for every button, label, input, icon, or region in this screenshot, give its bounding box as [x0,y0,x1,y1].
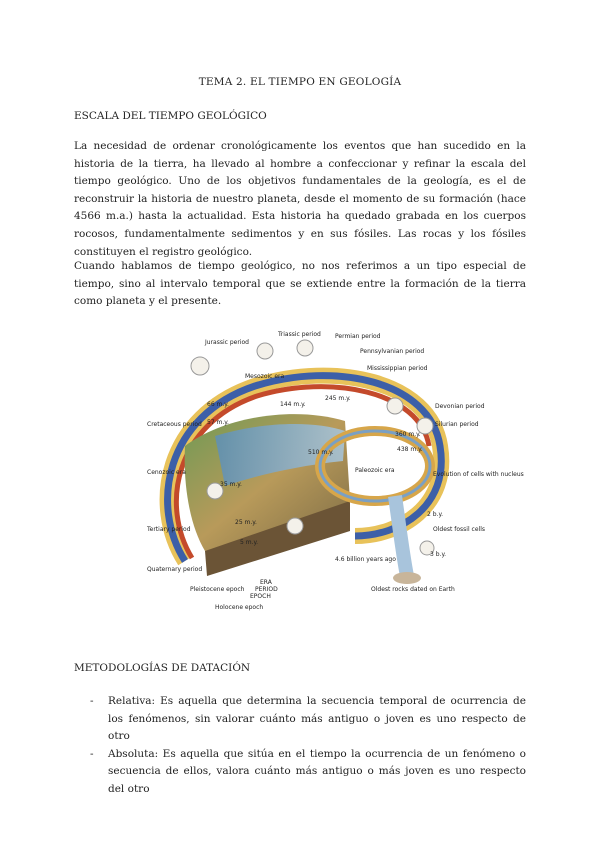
label-ma-510: 510 m.y. [308,449,334,456]
list-bullet: - [90,747,94,760]
section-heading-dating-methods: METODOLOGÍAS DE DATACIÓN [74,662,251,674]
list-bullet: - [90,695,94,707]
label-era: ERA [260,579,272,586]
label-permian: Permian period [335,333,381,340]
label-tertiary: Tertiary period [147,526,191,533]
label-cretaceous: Cretaceous period [147,421,202,428]
label-cenozoic: Cenozoic era [147,469,186,476]
label-silurian: Silurian period [435,421,479,428]
label-period: PERIOD [255,586,278,593]
label-mississippian: Mississippian period [367,365,428,372]
label-ma-5: 5 m.y. [240,539,259,546]
label-jurassic: Jurassic period [205,339,249,346]
label-ma-360: 360 m.y. [395,431,421,438]
geologic-spiral-illustration [145,326,524,626]
label-evolution: Evolution of cells with nucleus [433,471,524,478]
label-ma-66: 66 m.y. [207,401,229,408]
label-oldest-fossil: Oldest fossil cells [433,526,486,533]
label-ma-144: 144 m.y. [280,401,306,408]
label-three-by: 3 b.y. [430,551,447,558]
geologic-time-spiral-figure [145,326,524,626]
section-heading-time-scale: ESCALA DEL TIEMPO GEOLÓGICO [74,110,267,122]
label-devonian: Devonian period [435,403,485,410]
label-ma-438: 438 m.y. [397,446,423,453]
label-ma-57: 57 m.y. [207,419,229,426]
page-title: TEMA 2. EL TIEMPO EN GEOLOGÍA [198,76,402,88]
label-mesozoic: Mesozoic era [245,373,285,380]
label-holocene: Holocene epoch [215,604,264,611]
list-item [74,693,526,746]
label-two-by: 2 b.y. [427,511,444,518]
paragraph-intro: La necesidad de ordenar cronológicamente los eventos que han sucedido en la historia de la tierra, ha llevado al hombre a confeccionar y refinar la escala del tiempo geológico. Uno de los objetivos fundamentales de la geología, es el de reconstruir la historia de nuestro planeta, desde el momento de su formación (hace 4566 m.a.) hasta la actualidad. Esta historia ha quedado grabada en los cuerpos rocosos, fundamentalmente sedimentos y en sus fósiles. Las rocas y los fósiles constituyen el registro geológico. [74,140,526,258]
label-quaternary: Quaternary period [147,566,203,573]
method-absolute: Absoluta: Es aquella que sitúa en el tiempo la ocurrencia de un fenómeno o secuencia de ellos, valora cuánto más antiguo o más joven es uno respecto del otro [108,747,526,795]
method-relative: Relativa: Es aquella que determina la secuencia temporal de ocurrencia de los fenómenos, sin valorar cuánto más antiguo o joven es uno respecto de otro [108,695,526,743]
label-ma-25: 25 m.y. [235,519,257,526]
label-billion-years: 4.6 billion years ago [335,556,396,563]
list-item [74,746,526,799]
label-epoch: EPOCH [250,593,271,600]
label-oldest-rocks: Oldest rocks dated on Earth [371,586,455,593]
label-ma-35: 35 m.y. [220,481,242,488]
label-pleistocene: Pleistocene epoch [190,586,245,593]
label-triassic: Triassic period [278,331,321,338]
label-pennsylvanian: Pennsylvanian period [360,348,425,355]
paragraph-geologic-time: Cuando hablamos de tiempo geológico, no nos referimos a un tipo especial de tiempo, sino al intervalo temporal que se extiende entre la formación de la tierra como planeta y el presente. [74,260,526,308]
dating-methods-list [74,693,526,799]
label-paleozoic: Paleozoic era [355,467,395,474]
label-ma-245: 245 m.y. [325,395,351,402]
